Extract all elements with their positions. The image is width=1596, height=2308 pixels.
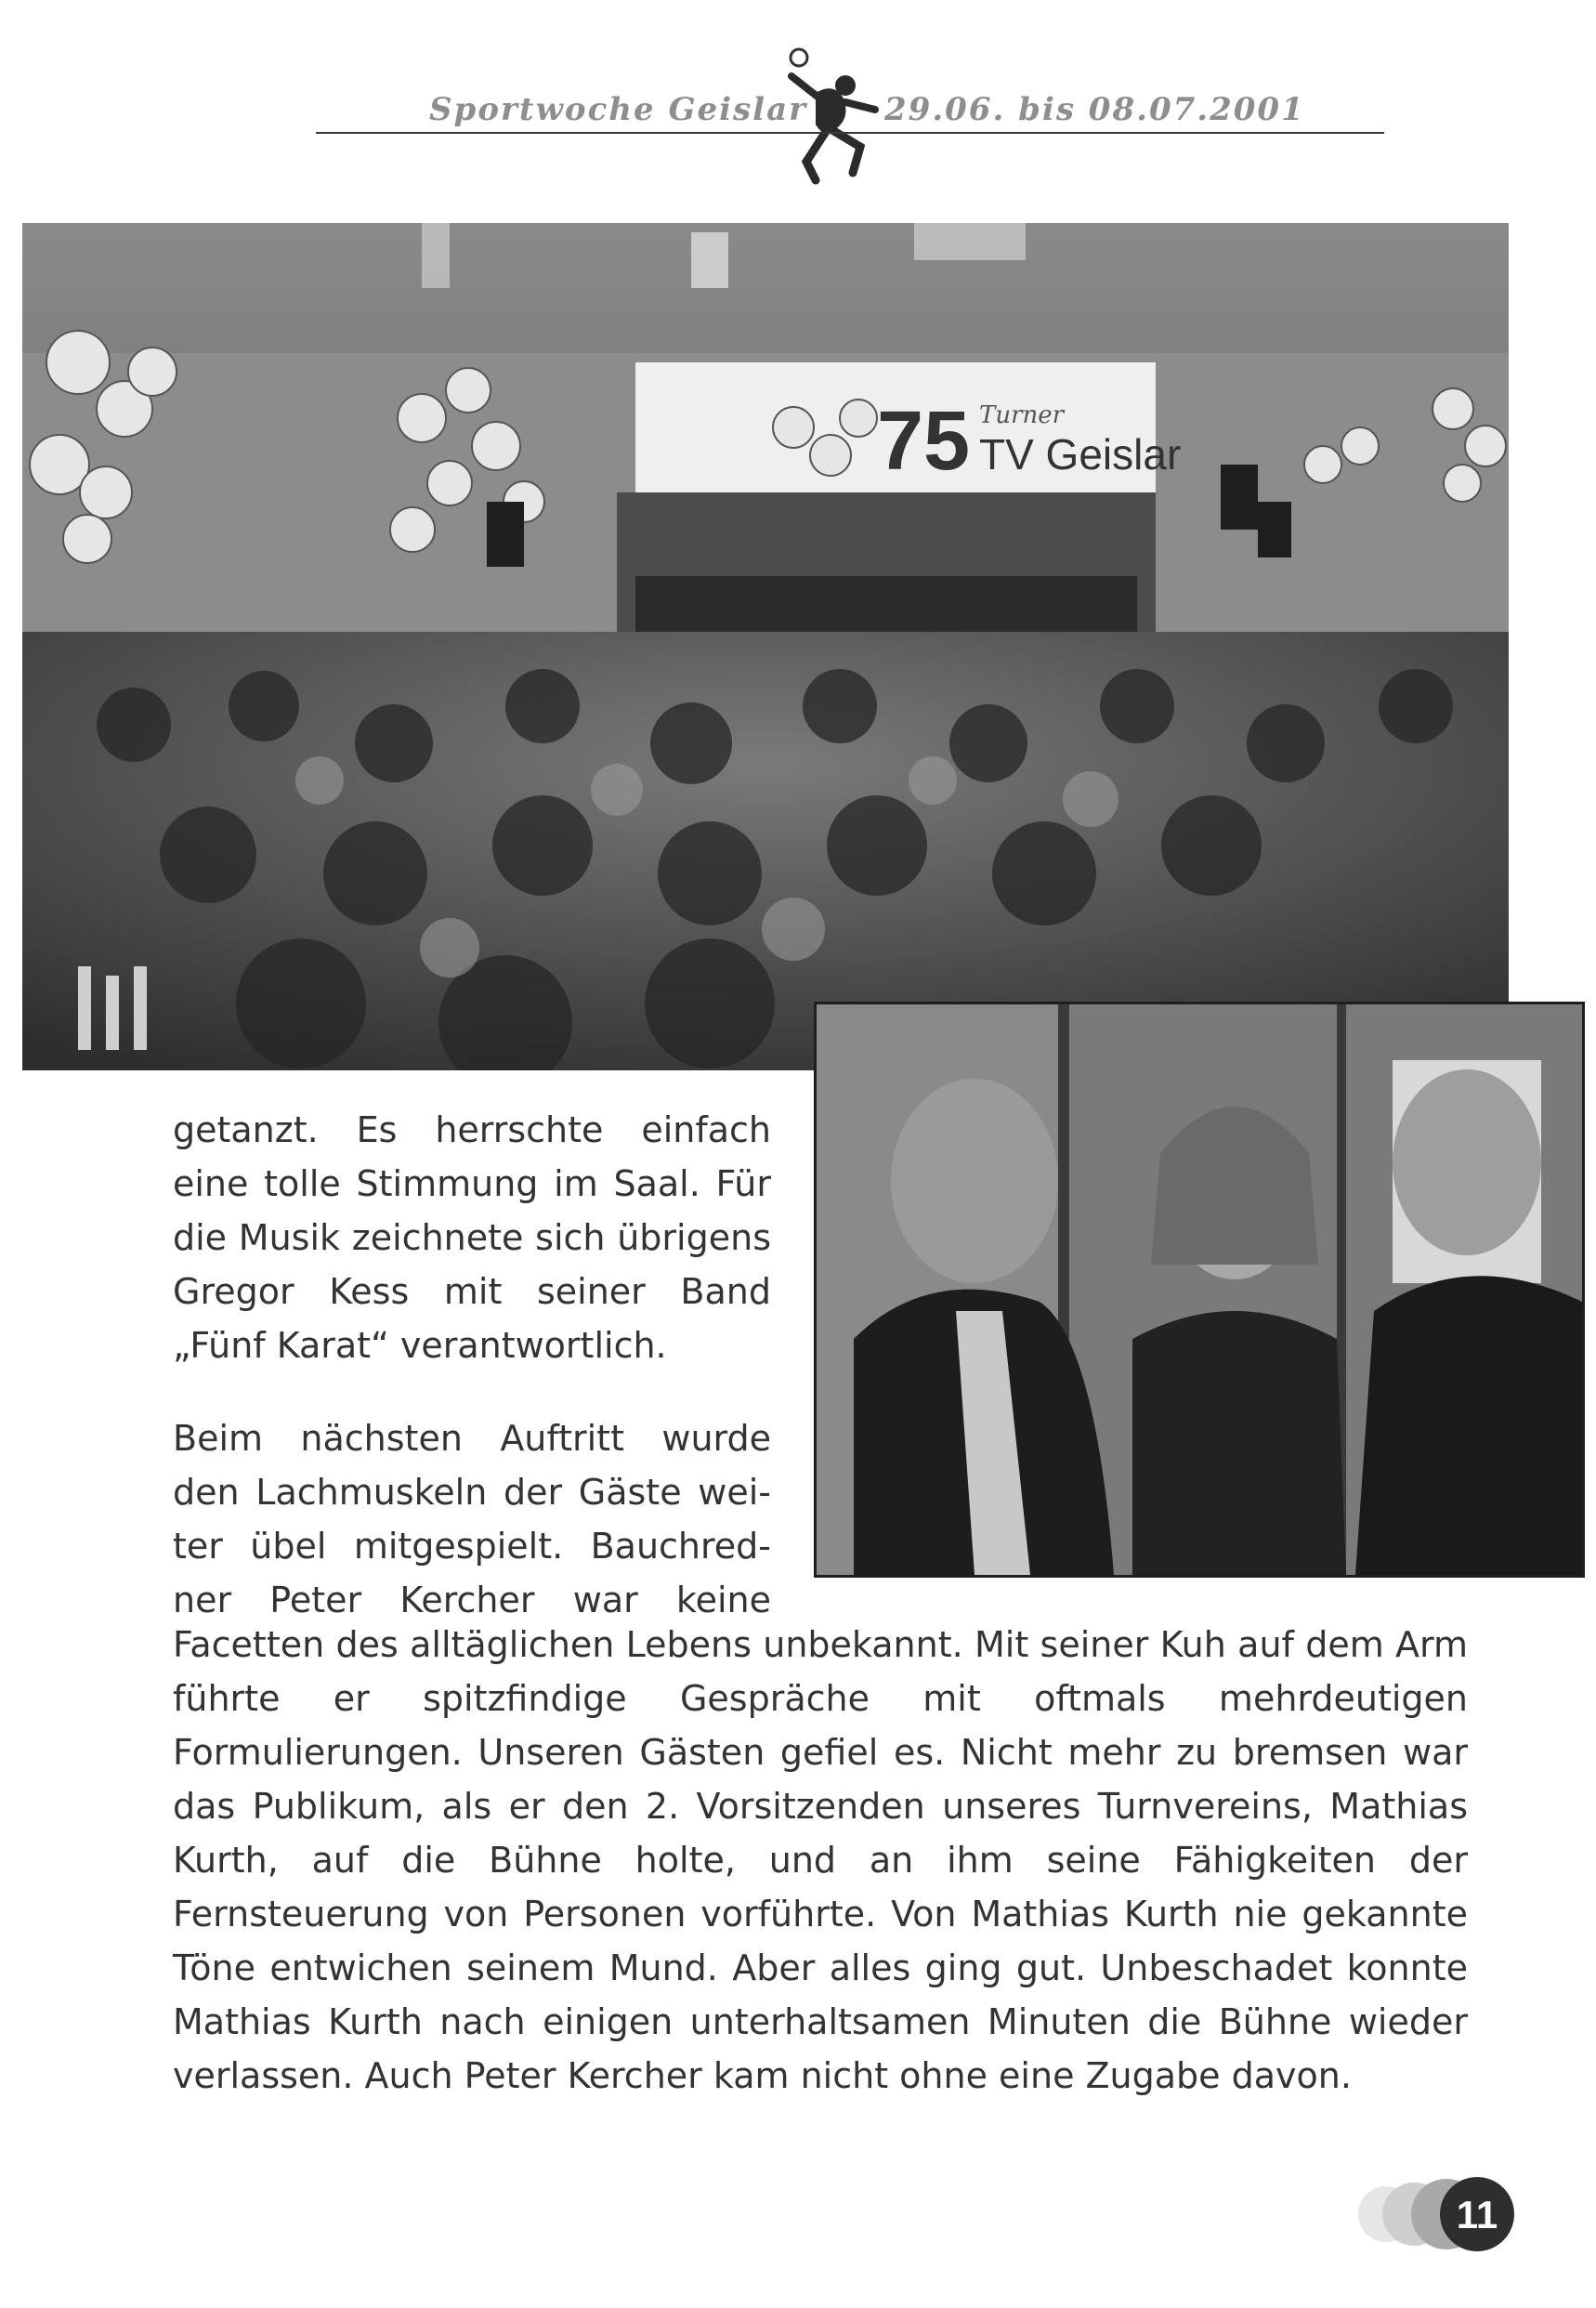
text-line: Gregor Kess mit seiner Band [173,1271,771,1312]
text-line: das Publikum, als er den 2. Vorsitzenden unseres Turnvereins, Mathias [173,1786,1468,1827]
text-line: den Lachmuskeln der Gäste wei- [173,1472,771,1513]
header-event-title: Sportwoche Geislar [429,91,808,128]
text-line: getanzt. Es herrschte einfach [173,1109,771,1150]
text-line: Fernsteuerung von Personen vorführte. Von Mathias Kurth nie gekannte [173,1894,1468,1934]
page-number-badge [1349,2172,1516,2256]
banner-number: 75 [877,395,971,488]
article-column-wide [173,1618,1468,2103]
banner-club-name: TV Geislar [979,430,1182,479]
text-line: Facetten des alltäglichen Lebens unbekannt. Mit seiner Kuh auf dem Arm [173,1624,1468,1665]
handball-player-icon [778,45,890,193]
text-line: ner Peter Kercher war keine [173,1580,771,1620]
text-line: Mathias Kurth nach einigen unterhaltsamen Minuten die Bühne wieder [173,2001,1468,2042]
text-line: führte er spitzfindige Gespräche mit oftmals mehrdeutigen [173,1678,1468,1719]
text-line: Töne entwichen seinem Mund. Aber alles ging gut. Unbeschadet konnte [173,1947,1468,1988]
event-hall-photo [22,223,1509,1070]
text-line: Beim nächsten Auftritt wurde [173,1418,771,1459]
text-line: Formulierungen. Unseren Gästen gefiel es. Nicht mehr zu bremsen war [173,1732,1468,1773]
text-line: ter übel mitgespielt. Bauchred- [173,1526,771,1567]
paragraph-gap [173,1372,771,1411]
text-line: Kurth, auf die Bühne holte, und an ihm seine Fähigkeiten der [173,1840,1468,1881]
text-line: eine tolle Stimmung im Saal. Für [173,1163,771,1204]
text-line: verlassen. Auch Peter Kercher kam nicht ohne eine Zugabe davon. [173,2055,1352,2096]
header-event-dates: 29.06. bis 08.07.2001 [884,91,1305,128]
banner-script: Turner [979,401,1065,429]
guests-portrait-photo [814,1002,1585,1578]
article-column-narrow [173,1103,771,1627]
page-number: 11 [1456,2193,1498,2236]
text-line: „Fünf Karat“ verantwortlich. [173,1325,667,1366]
header-rule [316,132,1384,134]
text-line: die Musik zeichnete sich übrigens [173,1217,771,1258]
